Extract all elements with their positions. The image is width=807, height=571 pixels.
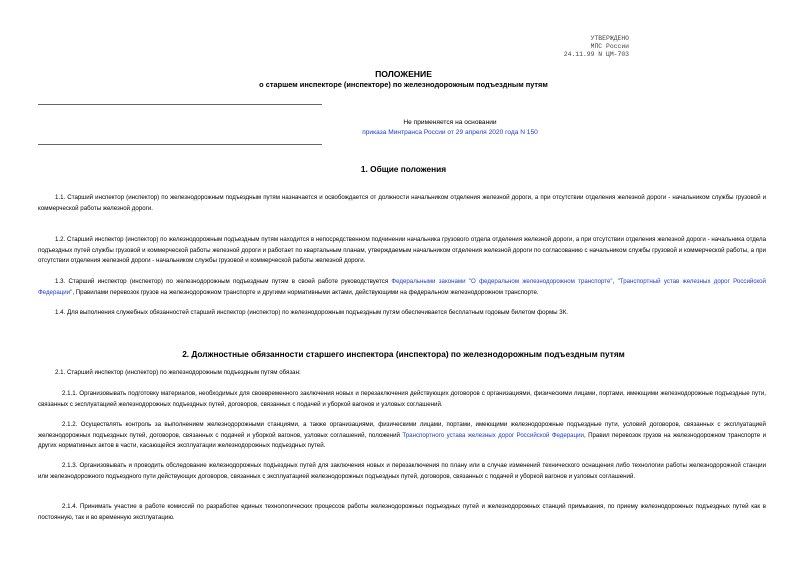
divider-top (38, 104, 322, 105)
paragraph-2-1: 2.1. Старший инспектор (инспектор) по железнодорожным подъездным путям обязан: (55, 369, 301, 376)
stamp-line-date: 24.11.99 N ЦМ-703 (563, 51, 629, 58)
paragraph-2-1-2 (38, 420, 766, 452)
section-heading-duties: 2. Должностные обязанности старшего инспектора (инспектора) по железнодорожным подъездным путям (182, 349, 625, 359)
stamp-line-approved: УТВЕРЖДЕНО (590, 35, 629, 42)
paragraph-1-3-text-a: 1.3. Старший инспектор (инспектор) по железнодорожным подъездным путям в своей работе руководствуется (55, 278, 392, 285)
section-heading-general: 1. Общие положения (360, 164, 447, 174)
approval-stamp (564, 35, 629, 59)
paragraph-1-1: 1.1. Старший инспектор (инспектор) по железнодорожным подъездным путям назначается и освобождается от должности начальником отделения железной дороги, а при отсутствии отделения железной дороги - начальником службы грузовой и коммерческой работы железной дороги. (38, 194, 766, 212)
paragraph-2-1-1: 2.1.1. Организовывать подготовку материалов, необходимых для своевременного заключения новых и перезаключения действующих договоров с организациями, физическими лицами, портами, имеющими железнодорожные подъездные пути, связанных с эксплуатацией железнодорожных подъездных путей, договоров, связанных с подачей и уборкой вагонов и узловых соглашений. (38, 390, 766, 408)
paragraph-1-4: 1.4. Для выполнения служебных обязанностей старший инспектор (инспектор) по железнодорожным подъездным путям обеспечивается бесплатным годовым билетом формы 3К. (55, 309, 568, 316)
paragraph-1-2: 1.2. Старший инспектор (инспектор) по железнодорожным подъездным путям находится в непосредственном подчинении начальника грузового отдела отделения железной дороги, а при отсутствии отделения железной дороги - начальника отдела подъездных путей службы грузовой и коммерческой работы железной дороги и работает по квартальным планам, утверждаемым начальником отделения железной дороги по согласованию с начальником службы грузовой и коммерческой работы, а при отсутствии отделения железной дороги - начальником службы грузовой и коммерческой работы железной дороги. (38, 236, 766, 265)
transport-charter-link[interactable]: "Транспортный устав железных дорог Российской Федерации" (38, 278, 766, 296)
paragraph-1-3-separator: , (612, 278, 618, 285)
transport-charter-link-2[interactable]: Транспортного устава железных дорог Российской Федерации (402, 431, 584, 439)
document-subtitle: о старшем инспекторе (инспекторе) по железнодорожным подъездным путям (259, 80, 548, 89)
paragraph-2-1-2-text-b: , Правил перевозок грузов на железнодорожном транспорте и других нормативных актов в части, касающейся эксплуатации железнодорожных подъездных путей. (38, 431, 767, 450)
paragraph-1-3 (38, 277, 766, 298)
paragraph-2-1-3: 2.1.3. Организовывать и проводить обследование железнодорожных подъездных путей для заключения новых и перезаключения по плану или в случае изменений технического оснащения либо технологии работы железнодорожной станции или железнодорожного подъездного пути действующих договоров, связанных с эксплуатацией железнодорожных подъездных путей, договоров, связанных с подачей и уборкой вагонов и узловых соглашений. (38, 462, 766, 480)
paragraph-2-1-2-text-a: 2.1.2. Осуществлять контроль за выполнением железнодорожными станциями, а также организациями, физическими лицами, портами, имеющими железнодорожные подъездные пути, условий договоров, связанных с эксплуатацией железнодорожных подъездных путей, договоров, связанных с подачей и уборкой вагонов, узловых соглашений, положений (38, 421, 766, 439)
divider-bottom (38, 144, 322, 145)
repeal-order-link[interactable]: приказа Минтранса России от 29 апреля 2020 года N 150 (362, 129, 538, 136)
paragraph-2-1-4: 2.1.4. Принимать участие в работе комиссий по разработке единых технологических процессов работы железнодорожных подъездных путей и железнодорожных станций примыкания, по приему железнодорожных подъездных путей как в постоянную, так и во временную эксплуатацию. (38, 503, 766, 521)
stamp-line-ministry: МПС России (590, 43, 629, 50)
notice-link-line (240, 129, 660, 136)
federal-laws-link[interactable]: Федеральными законами "О федеральном железнодорожном транспорте" (391, 278, 613, 285)
notice-text: Не применяется на основании (403, 119, 497, 126)
paragraph-1-3-text-b: , Правилами перевозок грузов на железнодорожном транспорте и другими нормативными актами, действующими на федеральном железнодорожном транспорте. (72, 288, 539, 296)
document-title: ПОЛОЖЕНИЕ (375, 69, 432, 79)
